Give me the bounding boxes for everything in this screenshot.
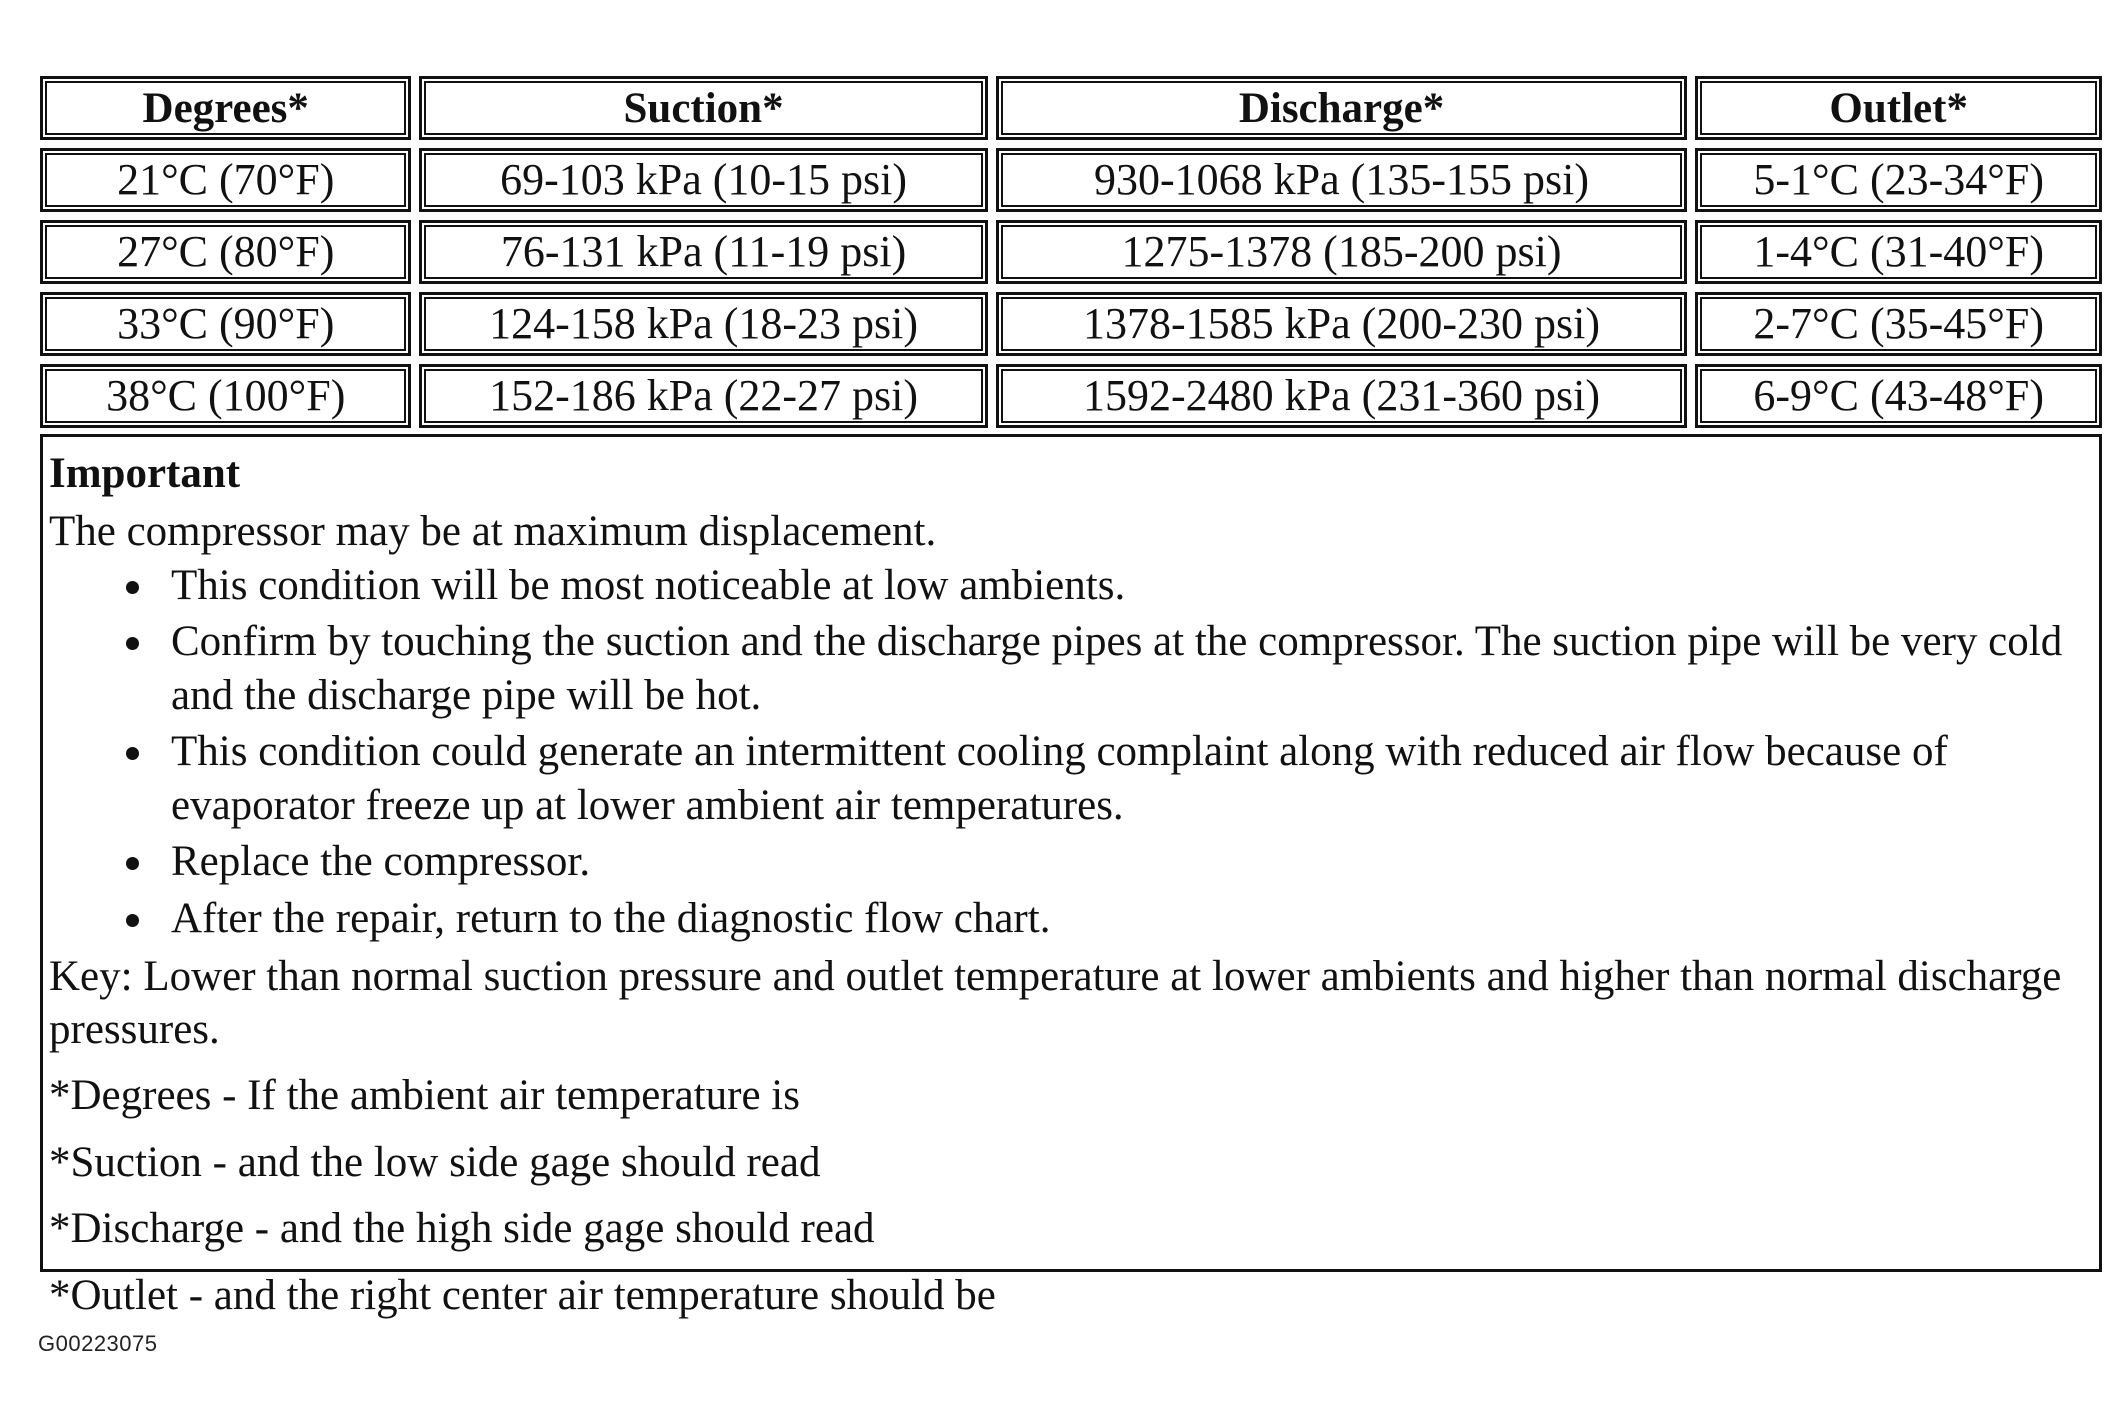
footnote-discharge: *Discharge - and the high side gage should read — [49, 1205, 875, 1253]
cell-outlet: 6-9°C (43-48°F) — [1695, 364, 2102, 428]
document — [40, 76, 2102, 1320]
cell-suction: 152-186 kPa (22-27 psi) — [419, 364, 987, 428]
cell-suction: 69-103 kPa (10-15 psi) — [419, 148, 987, 212]
column-header-suction: Suction* — [419, 76, 987, 140]
cell-discharge: 1378-1585 kPa (200-230 psi) — [996, 292, 1688, 356]
column-header-outlet: Outlet* — [1695, 76, 2102, 140]
cell-outlet: 1-4°C (31-40°F) — [1695, 220, 2102, 284]
list-item: Confirm by touching the suction and the discharge pipes at the compressor. The suction pipe will be very cold and the discharge pipe will be hot. — [171, 615, 2093, 723]
table-row — [40, 148, 2102, 212]
table-row — [40, 220, 2102, 284]
notes-bullet-list — [49, 559, 2093, 946]
table-header-row — [40, 76, 2102, 140]
cell-discharge: 930-1068 kPa (135-155 psi) — [996, 148, 1688, 212]
key-note: Key: Lower than normal suction pressure and outlet temperature at lower ambients and higher than normal discharge pressures. — [49, 952, 2062, 1054]
cell-degrees: 21°C (70°F) — [40, 148, 411, 212]
table-row — [40, 364, 2102, 428]
column-header-discharge: Discharge* — [996, 76, 1688, 140]
cell-discharge: 1275-1378 (185-200 psi) — [996, 220, 1688, 284]
list-item: Replace the compressor. — [171, 835, 2093, 889]
footnote-suction: *Suction - and the low side gage should read — [49, 1138, 821, 1186]
footnote-outlet: *Outlet - and the right center air temperature should be — [49, 1272, 996, 1320]
cell-discharge: 1592-2480 kPa (231-360 psi) — [996, 364, 1688, 428]
figure-id: G00223075 — [38, 1331, 158, 1356]
pressure-temperature-table — [32, 68, 2110, 436]
column-header-degrees: Degrees* — [40, 76, 411, 140]
notes-heading: Important — [49, 450, 241, 497]
cell-suction: 76-131 kPa (11-19 psi) — [419, 220, 987, 284]
notes-panel — [40, 434, 2102, 1320]
table-row — [40, 292, 2102, 356]
cell-degrees: 38°C (100°F) — [40, 364, 411, 428]
notes-intro: The compressor may be at maximum displacement. — [49, 507, 937, 555]
list-item: This condition will be most noticeable at low ambients. — [171, 559, 2093, 613]
list-item: After the repair, return to the diagnostic flow chart. — [171, 892, 2093, 946]
cell-outlet: 5-1°C (23-34°F) — [1695, 148, 2102, 212]
cell-outlet: 2-7°C (35-45°F) — [1695, 292, 2102, 356]
cell-degrees: 33°C (90°F) — [40, 292, 411, 356]
cell-suction: 124-158 kPa (18-23 psi) — [419, 292, 987, 356]
cell-degrees: 27°C (80°F) — [40, 220, 411, 284]
footnote-degrees: *Degrees - If the ambient air temperature is — [49, 1072, 800, 1120]
list-item: This condition could generate an intermittent cooling complaint along with reduced air flow because of evaporator freeze up at lower ambient air temperatures. — [171, 725, 2093, 833]
